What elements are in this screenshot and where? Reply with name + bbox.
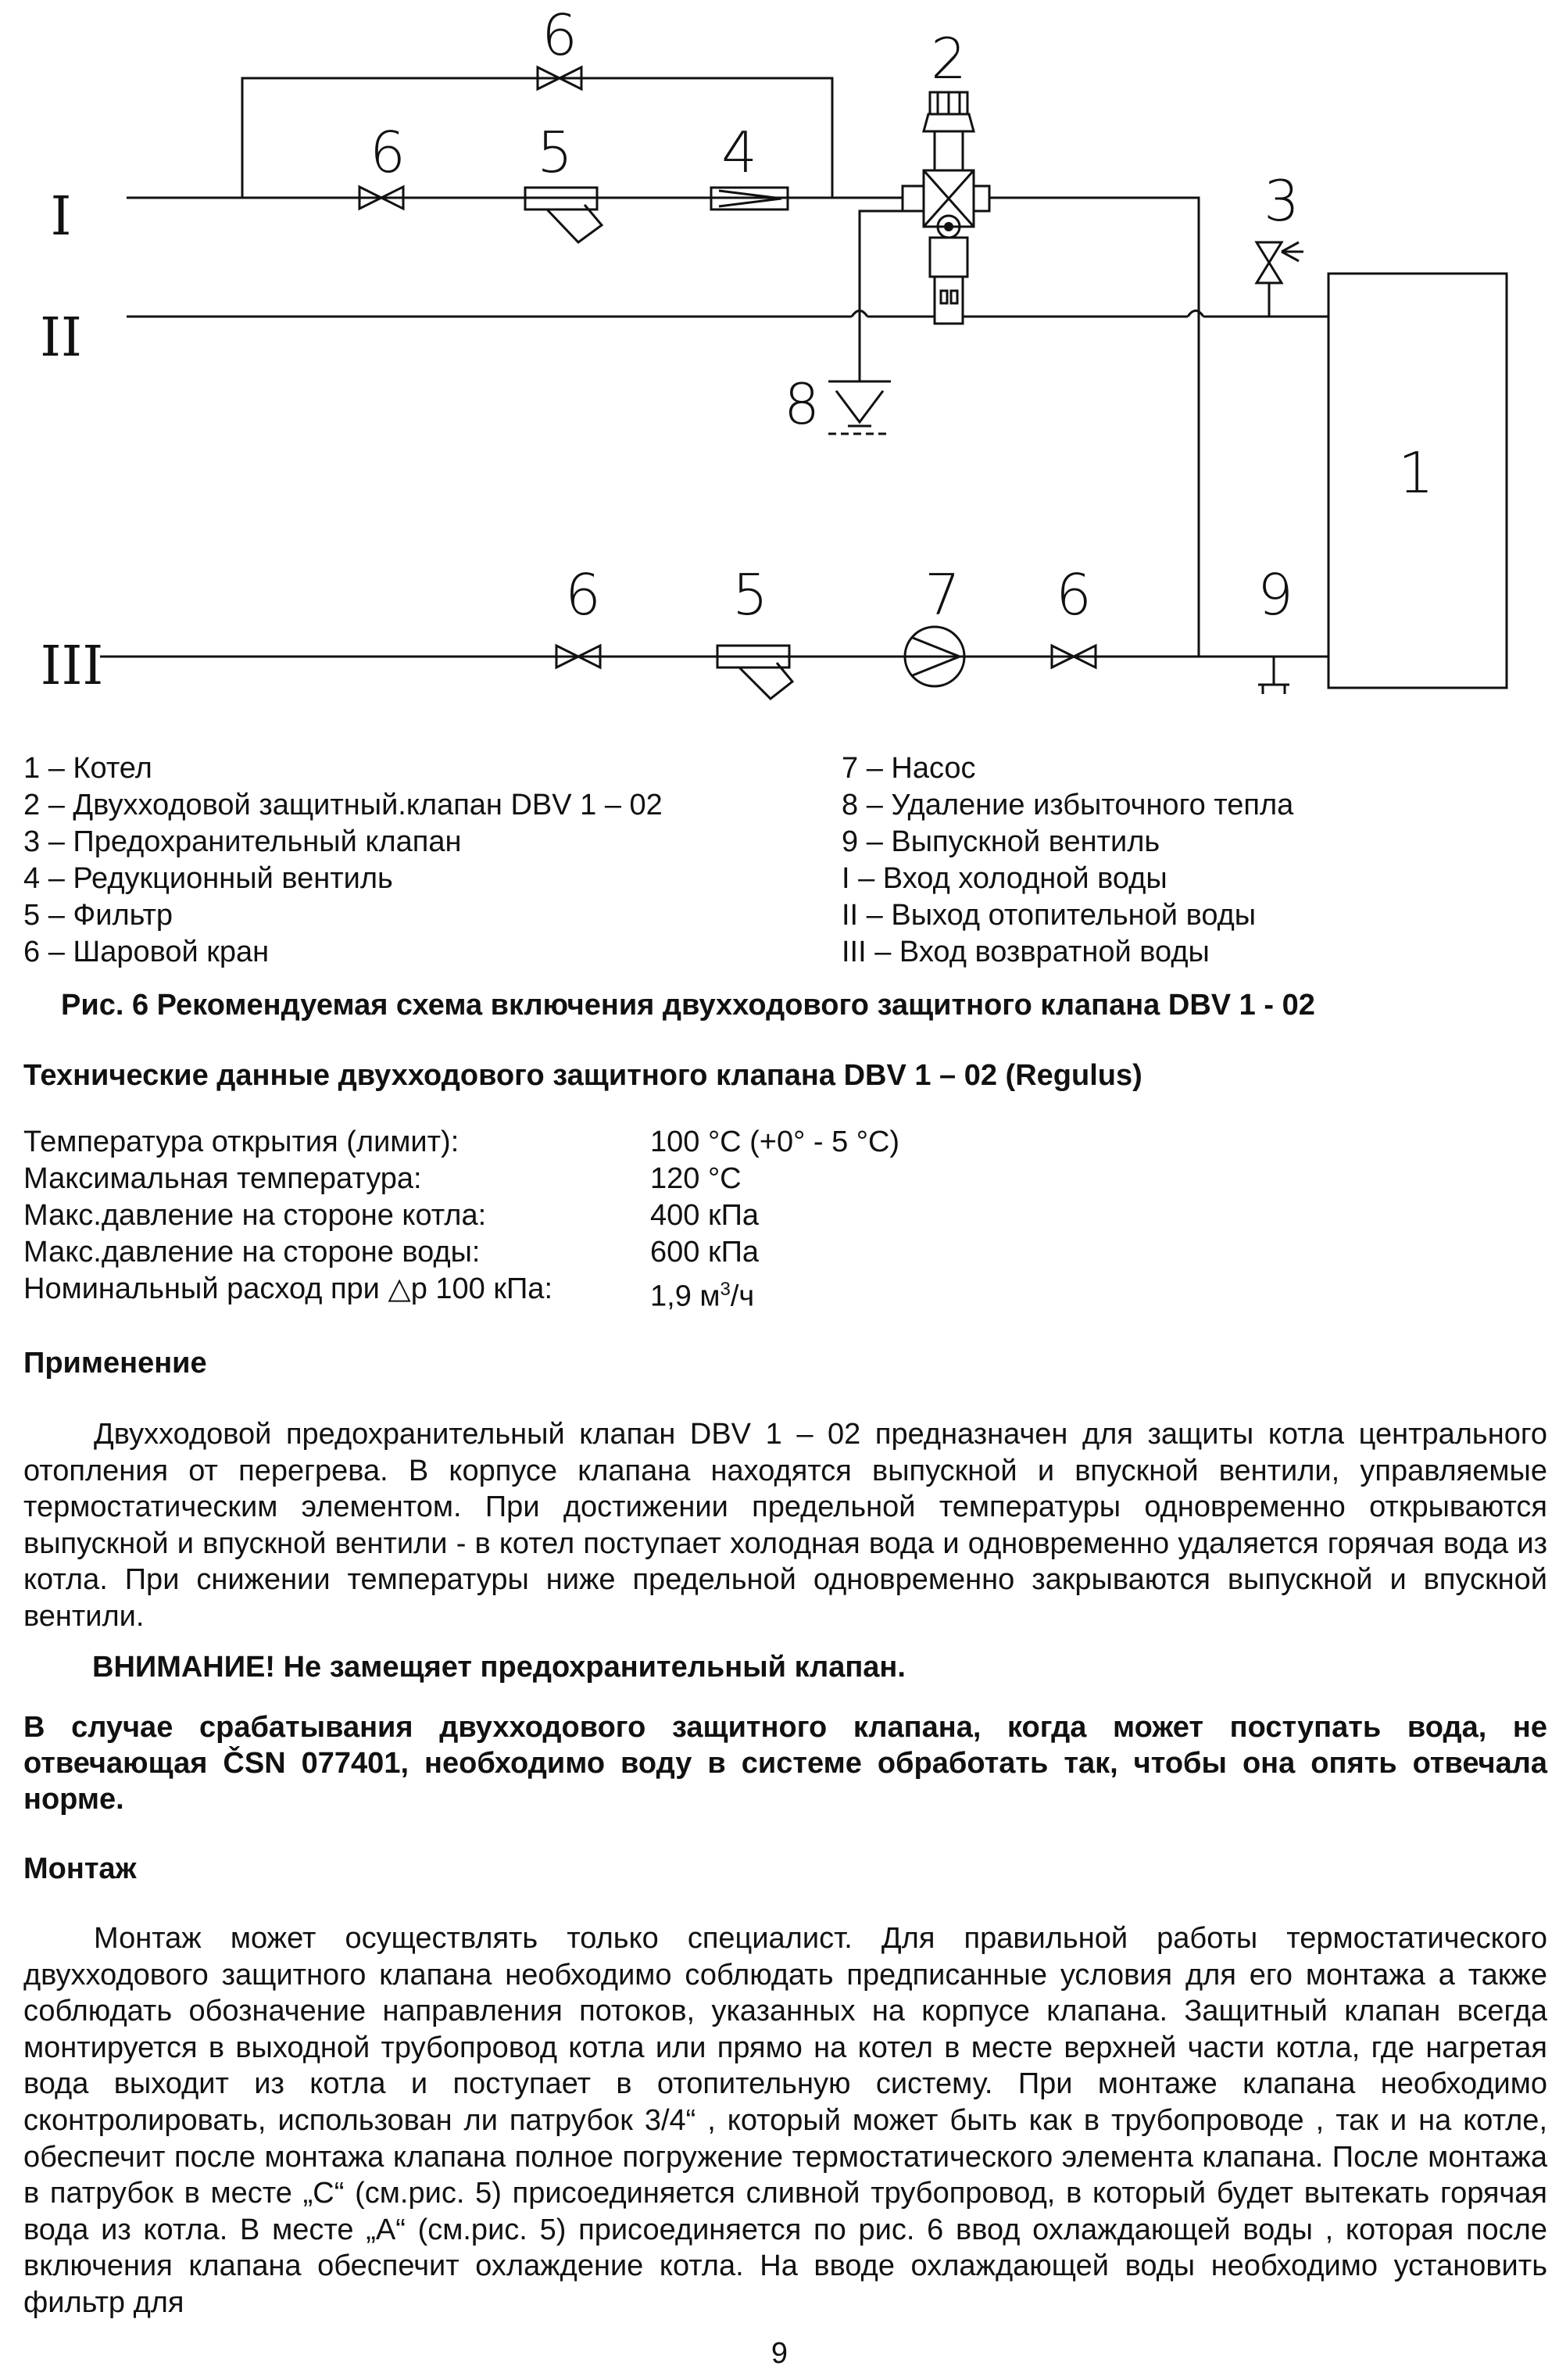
label-6-line-I: 6 (370, 120, 406, 185)
spec-value (650, 1271, 754, 1315)
label-2: 2 (931, 26, 967, 91)
legend-item: 8 – Удаление избыточного тепла (842, 789, 1294, 821)
mounting-heading: Монтаж (23, 1852, 137, 1885)
spec-value-text: 1,9 м (650, 1279, 721, 1313)
safety-valve-3 (1257, 242, 1303, 317)
spec-value-sup: 3 (720, 1279, 731, 1300)
spec-row (23, 1197, 1039, 1234)
application-text: Двухходовой предохранительный клапан DBV 1 – 02 предназначен для защиты котла центрального отопления от перегрева. В корпусе клапана находятся выпускной и впускной вентили, управляемые термостатическим элементом. При достижении предельной температуры одновременно открываются выпускной и впускной вентили - в котел поступает холодная вода и одновременно удаляется горячая вода из котла. При снижении температуры ниже предельной одновременно закрываются выпускной и впускной вентили. (23, 1418, 1547, 1633)
warning-text: ВНИМАНИЕ! Не замещяет предохранительный клапан. (92, 1651, 906, 1684)
filter-5-line-III (717, 646, 792, 699)
legend-item: 2 – Двухходовой защитный.клапан DBV 1 – 02 (23, 789, 663, 821)
legend-item: 7 – Насос (842, 752, 976, 785)
delta-symbol: △ (388, 1272, 411, 1305)
spec-row (23, 1124, 1039, 1161)
label-7: 7 (924, 562, 960, 628)
label-3: 3 (1264, 168, 1300, 234)
spec-row (23, 1271, 1039, 1315)
legend-left (23, 750, 663, 971)
label-8: 8 (784, 371, 820, 437)
legend-item: 5 – Фильтр (23, 899, 173, 932)
spec-label (23, 1271, 650, 1315)
spec-label: Максимальная температура: (23, 1162, 422, 1195)
legend-right (842, 750, 1293, 971)
piping-diagram (0, 0, 1559, 727)
spec-value: 120 °C (650, 1162, 742, 1195)
spec-label: Макс.давление на стороне воды: (23, 1236, 481, 1269)
mounting-text: Монтаж может осуществлять только специалист. Для правильной работы термостатического двухходового защитного клапана необходимо соблюдать предписанные условия для его монтажа а также соблюдать обозначение направления потоков, указанных на корпусе клапана. Защитный клапан всегда монтируется в выходной трубопровод котла или прямо на котел в месте верхней части котла, где нагретая вода выходит из котла и поступает в отопительную систему. При монтаже клапана необходимо сконтролировать, использован ли патрубок 3/4“ , который может быть как в трубопроводе , так и на котле, обеспечит после монтажа клапана полное погружение термостатического элемента клапана. После монтажа в патрубок в месте „C“ (см.рис. 5) присоединяется сливной трубопровод, в который будет вытекать горячая вода из котла. В месте „A“ (см.рис. 5) присоединяется по рис. 6 ввод охлаждающей воды , которая после включения клапана обеспечит охлаждение котла. На вводе охлаждающей воды необходимо установить фильтр для (23, 1922, 1547, 2319)
figure-caption: Рис. 6 Рекомендуемая схема включения двухходового защитного клапана DBV 1 - 02 (61, 989, 1315, 1022)
label-5-line-I: 5 (537, 120, 573, 185)
filter-5-line-I (525, 188, 602, 242)
label-1: 1 (1398, 440, 1434, 506)
excess-heat-drain-8 (828, 211, 903, 434)
label-4: 4 (721, 120, 757, 185)
legend-item: 4 – Редукционный вентиль (23, 862, 393, 895)
application-heading: Применение (23, 1347, 207, 1380)
spec-value: 400 кПа (650, 1199, 760, 1232)
legend-item: III – Вход возвратной воды (842, 936, 1210, 968)
legend-item: 3 – Предохранительный клапан (23, 825, 462, 858)
label-6-line-III-right: 6 (1056, 562, 1092, 628)
spec-label: Макс.давление на стороне котла: (23, 1199, 487, 1232)
spec-row (23, 1161, 1039, 1197)
specs-title: Технические данные двухходового защитного клапана DBV 1 – 02 (Regulus) (23, 1059, 1142, 1092)
label-5-line-III: 5 (732, 562, 768, 628)
label-9: 9 (1257, 562, 1293, 628)
spec-value: 100 °C (+0° - 5 °C) (650, 1126, 900, 1158)
label-6-line-III-left: 6 (565, 562, 601, 628)
line-II-pipe (127, 311, 1328, 317)
legend-item: II – Выход отопительной воды (842, 899, 1257, 932)
legend-item: 6 – Шаровой кран (23, 936, 270, 968)
roman-III: III (40, 635, 104, 697)
roman-II: II (40, 307, 82, 369)
legend-item: 9 – Выпускной вентиль (842, 825, 1160, 858)
spec-value: 600 кПа (650, 1236, 760, 1269)
page-number: 9 (771, 2337, 788, 2370)
spec-label: Температура открытия (лимит): (23, 1126, 459, 1158)
drain-valve-9 (1258, 657, 1289, 694)
spec-row (23, 1234, 1039, 1271)
specs-table (23, 1124, 1039, 1315)
label-6-bypass: 6 (542, 2, 577, 68)
spec-label-text: Номинальный расход при (23, 1272, 380, 1305)
roman-I: I (50, 186, 72, 248)
legend-item: I – Вход холодной воды (842, 862, 1167, 895)
legend-item: 1 – Котел (23, 752, 152, 785)
spec-label-tail: p 100 кПа: (410, 1272, 552, 1305)
water-quality-note: В случае срабатывания двухходового защитного клапана, когда может поступать вода, не отвечающая ČSN 077401, необходимо воду в системе обработать так, чтобы она опять отвечала норме. (23, 1711, 1547, 1816)
dbv-valve-2 (903, 92, 989, 324)
spec-value-tail: /ч (730, 1279, 755, 1313)
